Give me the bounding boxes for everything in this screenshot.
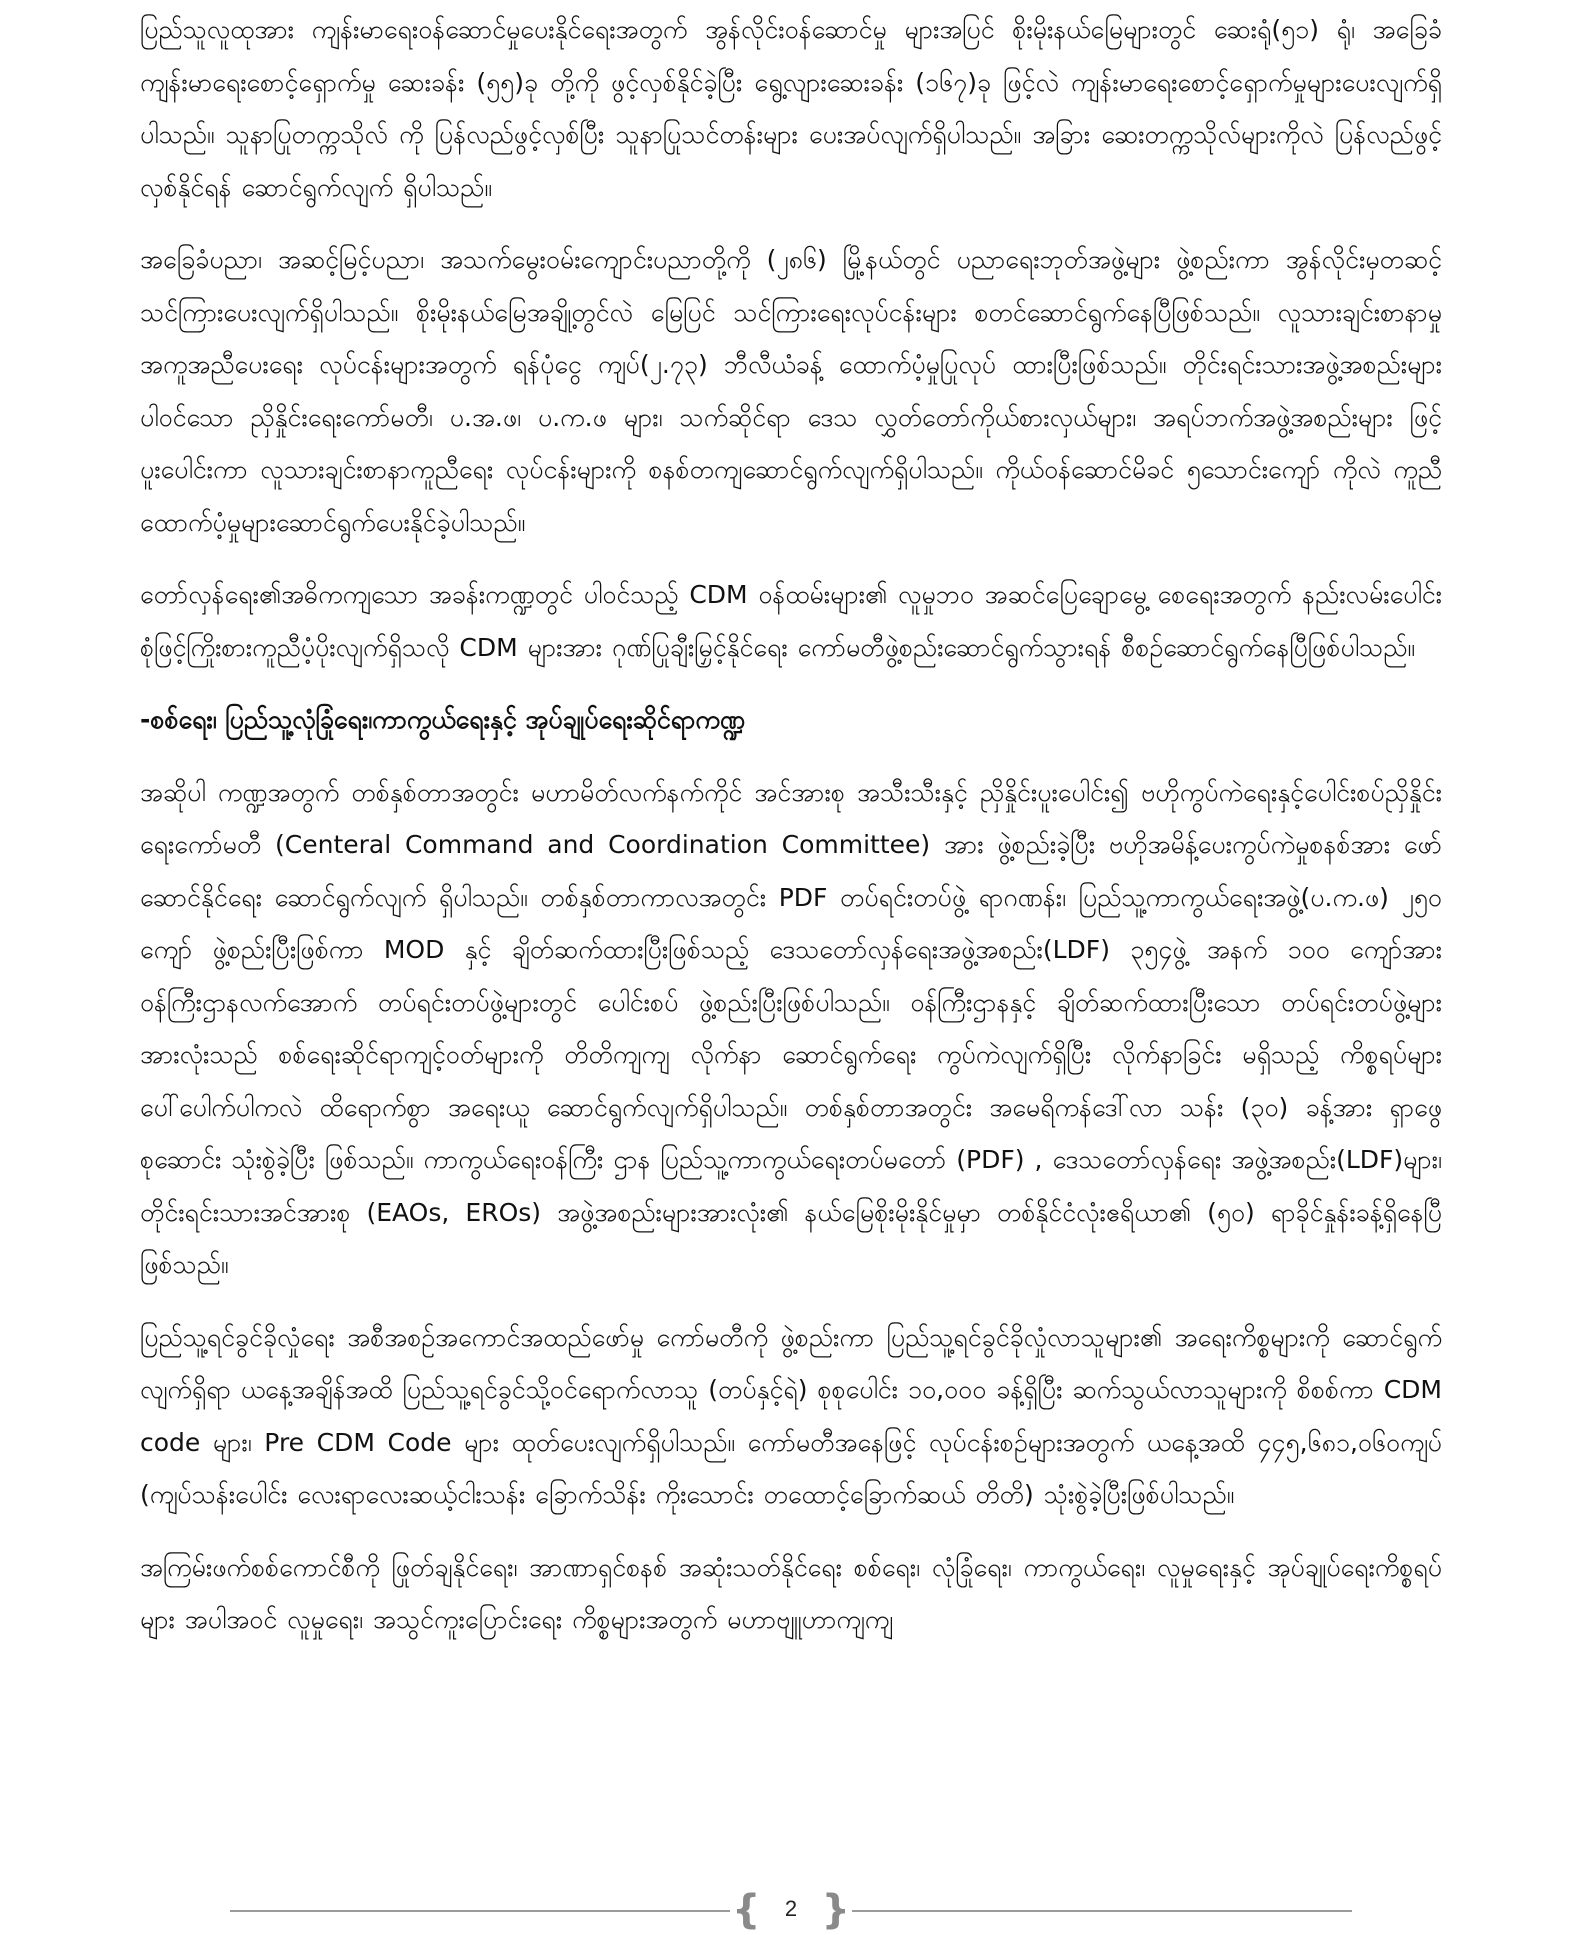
paragraph-people-embrace: ပြည်သူ့ရင်ခွင်ခိုလှုံရေး အစီအစဉ်အကောင်အထည်ဖော်မှု ကော်မတီကို ဖွဲ့စည်းကာ ပြည်သူ့ရင်ခွင်ခိုလှုံလာသူများ၏ အရေးကိစ္စများကို ဆောင်ရွက်လျက်ရှိရာ ယနေ့အချိန်အထိ ပြည်သူ့ရင်ခွင်သို့ဝင်ရောက်လာသူ (တပ်နှင့်ရဲ) စုစုပေါင်း ၁၀,၀၀၀ ခန့်ရှိပြီး ဆက်သွယ်လာသူများကို စိစစ်ကာ CDM code များ၊ Pre CDM Code များ ထုတ်ပေးလျက်ရှိပါသည်။ ကော်မတီအနေဖြင့် လုပ်ငန်းစဉ်များအတွက် ယနေ့အထိ ၄၄၅,၆၈၁,၀၆၀ကျပ် (ကျပ်သန်းပေါင်း လေးရာလေးဆယ့်ငါးသန်း ခြောက်သိန်း ကိုးသောင်း တထောင့်ခြောက်ဆယ် တိတိ) သုံးစွဲခဲ့ပြီးဖြစ်ပါသည်။ (140, 1322, 1443, 1509)
paragraph-military-command: အဆိုပါ ကဏ္ဍအတွက် တစ်နှစ်တာအတွင်း မဟာမိတ်လက်နက်ကိုင် အင်အားစု အသီးသီးနှင့် ညှိနှိုင်းပူးပေါင်း၍ ဗဟိုကွပ်ကဲရေးနှင့်ပေါင်းစပ်ညှိနှိုင်းရေးကော်မတီ (Centeral Command and Coordination Committee) အား ဖွဲ့စည်းခဲ့ပြီး ဗဟိုအမိန့်ပေးကွပ်ကဲမှုစနစ်အား ဖော်ဆောင်နိုင်ရေး ဆောင်ရွက်လျက် ရှိပါသည်။ တစ်နှစ်တာကာလအတွင်း PDF တပ်ရင်းတပ်ဖွဲ့ ရာဂဏန်း၊ ပြည်သူ့ကာကွယ်ရေးအဖွဲ့(ပ.က.ဖ) ၂၅၀ ကျော် ဖွဲ့စည်းပြီးဖြစ်ကာ MOD နှင့် ချိတ်ဆက်ထားပြီးဖြစ်သည့် ဒေသတော်လှန်ရေးအဖွဲ့အစည်း(LDF) ၃၅၄ဖွဲ့ အနက် ၁၀၀ ကျော်အား ဝန်ကြီးဌာနလက်အောက် တပ်ရင်းတပ်ဖွဲ့များတွင် ပေါင်းစပ် ဖွဲ့စည်းပြီးဖြစ်ပါသည်။ ဝန်ကြီးဌာနနှင့် ချိတ်ဆက်ထားပြီးသော တပ်ရင်းတပ်ဖွဲ့များ အားလုံးသည် စစ်ရေးဆိုင်ရာကျင့်ဝတ်များကို တိတိကျကျ လိုက်နာ ဆောင်ရွက်ရေး ကွပ်ကဲလျက်ရှိပြီး လိုက်နာခြင်း မရှိသည့် ကိစ္စရပ်များပေါ်ပေါက်ပါကလဲ ထိရောက်စွာ အရေးယူ ဆောင်ရွက်လျက်ရှိပါသည်။ တစ်နှစ်တာအတွင်း အမေရိကန်ဒေါ်လာ သန်း (၃၀) ခန့်အား ရှာဖွေစုဆောင်း သုံးစွဲခဲ့ပြီး ဖြစ်သည်။ ကာကွယ်ရေးဝန်ကြီး ဌာန ပြည်သူ့ကာကွယ်ရေးတပ်မတော် (PDF) , ဒေသတော်လှန်ရေး အဖွဲ့အစည်း(LDF)များ၊ တိုင်းရင်းသားအင်အားစု (EAOs, EROs) အဖွဲ့အစည်းများအားလုံး၏ နယ်မြေစိုးမိုးနိုင်မှုမှာ တစ်နိုင်ငံလုံးဧရိယာ၏ (၅၀) ရာခိုင်နှုန်းခန့်ရှိနေပြီဖြစ်သည်။ (140, 777, 1442, 1279)
page-footer (230, 1888, 1352, 1932)
paragraph-health: ပြည်သူလူထုအား ကျန်းမာရေးဝန်ဆောင်မှုပေးနိုင်ရေးအတွက် အွန်လိုင်းဝန်ဆောင်မှု များအပြင် စိုးမိုးနယ်မြေများတွင် ဆေးရုံ(၅၁) ရုံ၊ အခြေခံကျန်းမာရေးစောင့်ရှောက်မှု ဆေးခန်း (၅၅)ခု တို့ကို ဖွင့်လှစ်နိုင်ခဲ့ပြီး ရွေ့လျားဆေးခန်း (၁၆၇)ခု ဖြင့်လဲ ကျန်းမာရေးစောင့်ရှောက်မှုများပေးလျက်ရှိပါသည်။ သူနာပြုတက္ကသိုလ် ကို ပြန်လည်ဖွင့်လှစ်ပြီး သူနာပြုသင်တန်းများ ပေးအပ်လျက်ရှိပါသည်။ အခြား ဆေးတက္ကသိုလ်များကိုလဲ ပြန်လည်ဖွင့်လှစ်နိုင်ရန် ဆောင်ရွက်လျက် ရှိပါသည်။ (140, 15, 1442, 202)
page-number: 2 (784, 1896, 798, 1921)
footer-close-brace: } (821, 1887, 850, 1933)
document-body (140, 4, 1442, 1667)
paragraph-strategy: အကြမ်းဖက်စစ်ကောင်စီကို ဖြုတ်ချနိုင်ရေး၊ အာဏာရှင်စနစ် အဆုံးသတ်နိုင်ရေး စစ်ရေး၊ လုံခြုံရေး၊ ကာကွယ်ရေး၊ လူမှုရေးနှင့် အုပ်ချုပ်ရေးကိစ္စရပ်များ အပါအဝင် လူမှုရေး၊ အသွင်ကူးပြောင်းရေး ကိစ္စများအတွက် မဟာဗျူဟာကျကျ (140, 1552, 1442, 1634)
paragraph-education-humanitarian: အခြေခံပညာ၊ အဆင့်မြင့်ပညာ၊ အသက်မွေးဝမ်းကျောင်းပညာတို့ကို (၂၈၆) မြို့နယ်တွင် ပညာရေးဘုတ်အဖွဲ့များ ဖွဲ့စည်းကာ အွန်လိုင်းမှတဆင့် သင်ကြားပေးလျက်ရှိပါသည်။ စိုးမိုးနယ်မြေအချို့တွင်လဲ မြေပြင် သင်ကြားရေးလုပ်ငန်းများ စတင်ဆောင်ရွက်နေပြီဖြစ်သည်။ လူသားချင်းစာနာမှု အကူအညီပေးရေး လုပ်ငန်းများအတွက် ရန်ပုံငွေ ကျပ်(၂.၇၃) ဘီလီယံခန့် ထောက်ပံ့မှုပြုလုပ် ထားပြီးဖြစ်သည်။ တိုင်းရင်းသားအဖွဲ့အစည်းများပါဝင်သော ညှိနှိုင်းရေးကော်မတီ၊ ပ.အ.ဖ၊ ပ.က.ဖ များ၊ သက်ဆိုင်ရာ ဒေသ လွှတ်တော်ကိုယ်စားလှယ်များ၊ အရပ်ဘက်အဖွဲ့အစည်းများ ဖြင့် ပူးပေါင်းကာ လူသားချင်းစာနာကူညီရေး လုပ်ငန်းများကို စနစ်တကျဆောင်ရွက်လျက်ရှိပါသည်။ ကိုယ်ဝန်ဆောင်မိခင် ၅သောင်းကျော် ကိုလဲ ကူညီထောက်ပံ့မှုများဆောင်ရွက်ပေးနိုင်ခဲ့ပါသည်။ (140, 245, 1442, 537)
footer-open-brace: { (732, 1887, 761, 1933)
section-heading-military-security: -စစ်ရေး၊ ပြည်သူ့လုံခြုံရေး၊ကာကွယ်ရေးနှင့် အုပ်ချုပ်ရေးဆိုင်ရာကဏ္ဍ (140, 705, 746, 734)
paragraph-cdm-support: တော်လှန်ရေး၏အဓိကကျသော အခန်းကဏ္ဍတွင် ပါဝင်သည့် CDM ဝန်ထမ်းများ၏ လူမှုဘဝ အဆင်ပြေချောမွေ့ စေရေးအတွက် နည်းလမ်းပေါင်းစုံဖြင့်ကြိုးစားကူညီပံ့ပိုးလျက်ရှိသလို CDM များအား ဂုဏ်ပြုချီးမြှင့်နိုင်ရေး ကော်မတီဖွဲ့စည်းဆောင်ရွက်သွားရန် စီစဉ်ဆောင်ရွက်နေပြီဖြစ်ပါသည်။ (140, 580, 1442, 662)
